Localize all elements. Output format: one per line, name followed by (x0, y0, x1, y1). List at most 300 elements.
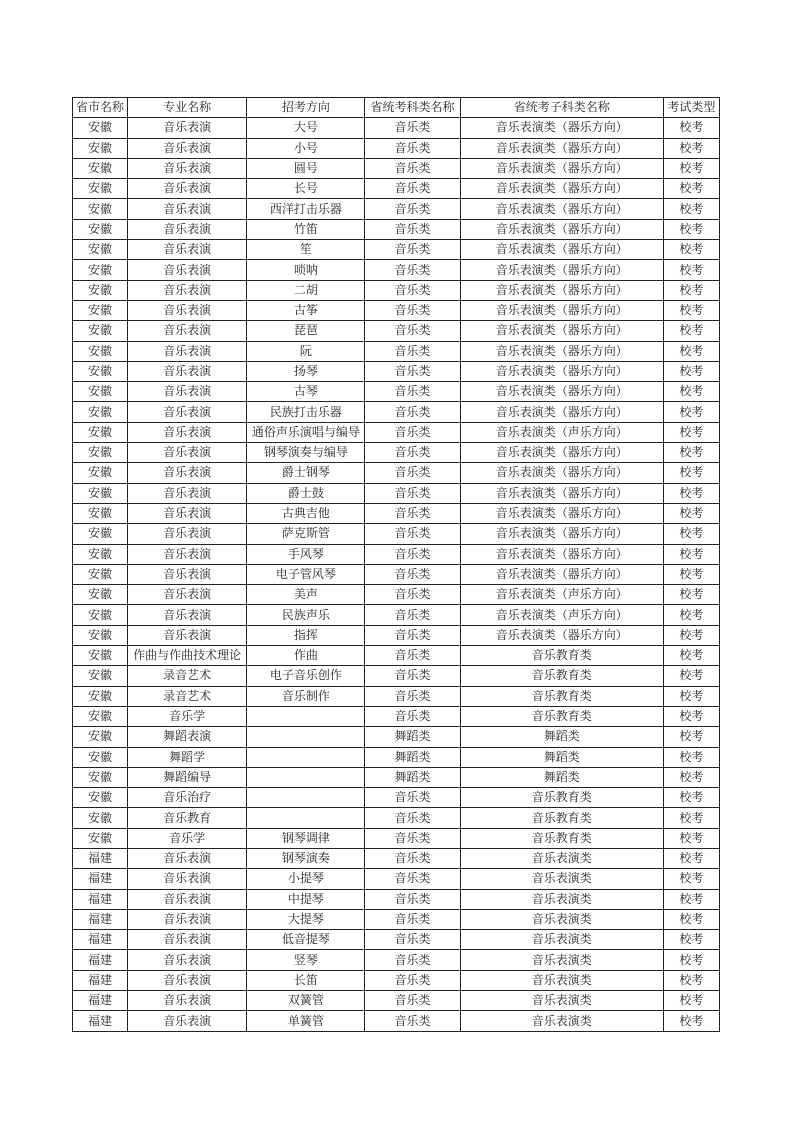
cell-exam-category: 音乐类 (365, 402, 460, 422)
cell-major: 音乐表演 (128, 991, 247, 1011)
cell-direction: 音乐制作 (247, 686, 365, 706)
cell-exam-category: 音乐类 (365, 828, 460, 848)
cell-province: 安徽 (73, 747, 128, 767)
cell-exam-type: 校考 (663, 402, 719, 422)
cell-major: 音乐表演 (128, 625, 247, 645)
cell-exam-subcategory: 音乐表演类 (460, 869, 663, 889)
cell-major: 音乐表演 (128, 300, 247, 320)
cell-exam-subcategory: 音乐表演类 (460, 991, 663, 1011)
cell-exam-type: 校考 (663, 564, 719, 584)
cell-exam-subcategory: 音乐表演类（器乐方向） (460, 382, 663, 402)
cell-direction: 竹笛 (247, 219, 365, 239)
cell-exam-type: 校考 (663, 158, 719, 178)
cell-direction: 古琴 (247, 382, 365, 402)
cell-direction: 竖琴 (247, 950, 365, 970)
cell-province: 安徽 (73, 382, 128, 402)
cell-province: 安徽 (73, 341, 128, 361)
cell-province: 安徽 (73, 666, 128, 686)
header-exam-type: 考试类型 (663, 98, 719, 118)
cell-direction: 大提琴 (247, 909, 365, 929)
cell-exam-category: 音乐类 (365, 280, 460, 300)
cell-direction: 中提琴 (247, 889, 365, 909)
table-row (73, 909, 720, 929)
cell-direction: 大号 (247, 118, 365, 138)
cell-exam-type: 校考 (663, 280, 719, 300)
table-row (73, 950, 720, 970)
cell-exam-subcategory: 音乐表演类（器乐方向） (460, 361, 663, 381)
cell-province: 福建 (73, 950, 128, 970)
cell-direction (247, 767, 365, 787)
cell-major: 音乐表演 (128, 321, 247, 341)
cell-direction: 单簧管 (247, 1011, 365, 1031)
cell-province: 安徽 (73, 300, 128, 320)
cell-exam-type: 校考 (663, 544, 719, 564)
cell-direction: 爵士鼓 (247, 483, 365, 503)
table-row (73, 361, 720, 381)
table-row (73, 828, 720, 848)
cell-exam-type: 校考 (663, 463, 719, 483)
cell-exam-subcategory: 音乐表演类（器乐方向） (460, 625, 663, 645)
cell-exam-type: 校考 (663, 666, 719, 686)
cell-major: 录音艺术 (128, 686, 247, 706)
cell-exam-subcategory: 舞蹈类 (460, 767, 663, 787)
table-row (73, 991, 720, 1011)
cell-direction (247, 706, 365, 726)
cell-major: 音乐表演 (128, 219, 247, 239)
cell-major: 音乐学 (128, 828, 247, 848)
cell-exam-type: 校考 (663, 483, 719, 503)
cell-exam-category: 音乐类 (365, 625, 460, 645)
cell-exam-subcategory: 音乐表演类（器乐方向） (460, 544, 663, 564)
cell-exam-subcategory: 音乐表演类（器乐方向） (460, 199, 663, 219)
cell-major: 音乐表演 (128, 280, 247, 300)
cell-major: 音乐表演 (128, 889, 247, 909)
cell-exam-type: 校考 (663, 625, 719, 645)
cell-direction: 圆号 (247, 158, 365, 178)
cell-exam-type: 校考 (663, 199, 719, 219)
admissions-table-container (72, 97, 720, 1032)
cell-exam-type: 校考 (663, 1011, 719, 1031)
admissions-table (72, 97, 720, 1032)
cell-exam-type: 校考 (663, 788, 719, 808)
table-row (73, 503, 720, 523)
cell-exam-subcategory: 音乐表演类（声乐方向） (460, 585, 663, 605)
cell-major: 音乐表演 (128, 869, 247, 889)
cell-direction: 古典吉他 (247, 503, 365, 523)
cell-exam-type: 校考 (663, 706, 719, 726)
cell-direction: 低音提琴 (247, 930, 365, 950)
table-row (73, 118, 720, 138)
cell-province: 福建 (73, 848, 128, 868)
table-row (73, 280, 720, 300)
cell-exam-type: 校考 (663, 930, 719, 950)
cell-exam-subcategory: 音乐表演类 (460, 950, 663, 970)
cell-major: 舞蹈学 (128, 747, 247, 767)
header-exam-subcategory: 省统考子科类名称 (460, 98, 663, 118)
cell-major: 音乐表演 (128, 1011, 247, 1031)
cell-exam-category: 音乐类 (365, 889, 460, 909)
cell-province: 安徽 (73, 788, 128, 808)
cell-exam-type: 校考 (663, 118, 719, 138)
cell-exam-type: 校考 (663, 138, 719, 158)
cell-exam-type: 校考 (663, 503, 719, 523)
cell-exam-category: 音乐类 (365, 260, 460, 280)
cell-direction: 美声 (247, 585, 365, 605)
cell-exam-type: 校考 (663, 909, 719, 929)
cell-exam-category: 音乐类 (365, 991, 460, 1011)
cell-exam-subcategory: 音乐表演类（器乐方向） (460, 564, 663, 584)
cell-province: 安徽 (73, 280, 128, 300)
cell-exam-category: 音乐类 (365, 869, 460, 889)
cell-major: 音乐表演 (128, 970, 247, 990)
cell-exam-subcategory: 音乐表演类 (460, 889, 663, 909)
table-row (73, 382, 720, 402)
cell-province: 安徽 (73, 361, 128, 381)
cell-exam-category: 音乐类 (365, 300, 460, 320)
cell-exam-category: 音乐类 (365, 503, 460, 523)
cell-province: 福建 (73, 970, 128, 990)
header-major: 专业名称 (128, 98, 247, 118)
cell-direction: 唢呐 (247, 260, 365, 280)
cell-direction: 电子音乐创作 (247, 666, 365, 686)
table-row (73, 564, 720, 584)
cell-exam-type: 校考 (663, 300, 719, 320)
cell-province: 安徽 (73, 138, 128, 158)
cell-direction: 电子管风琴 (247, 564, 365, 584)
cell-exam-subcategory: 音乐表演类（器乐方向） (460, 138, 663, 158)
table-row (73, 930, 720, 950)
cell-province: 安徽 (73, 544, 128, 564)
cell-exam-subcategory: 舞蹈类 (460, 727, 663, 747)
cell-province: 安徽 (73, 564, 128, 584)
table-row (73, 199, 720, 219)
cell-major: 音乐表演 (128, 422, 247, 442)
table-row (73, 321, 720, 341)
cell-province: 安徽 (73, 402, 128, 422)
table-row (73, 341, 720, 361)
cell-direction: 钢琴调律 (247, 828, 365, 848)
cell-province: 福建 (73, 869, 128, 889)
cell-province: 安徽 (73, 727, 128, 747)
cell-exam-type: 校考 (663, 991, 719, 1011)
cell-exam-subcategory: 音乐教育类 (460, 828, 663, 848)
table-row (73, 727, 720, 747)
cell-exam-category: 音乐类 (365, 483, 460, 503)
cell-major: 音乐表演 (128, 158, 247, 178)
cell-province: 安徽 (73, 199, 128, 219)
cell-major: 音乐治疗 (128, 788, 247, 808)
cell-direction: 爵士钢琴 (247, 463, 365, 483)
cell-exam-subcategory: 音乐表演类（器乐方向） (460, 503, 663, 523)
cell-major: 音乐表演 (128, 463, 247, 483)
cell-province: 安徽 (73, 808, 128, 828)
cell-exam-subcategory: 音乐表演类（器乐方向） (460, 341, 663, 361)
cell-major: 音乐表演 (128, 118, 247, 138)
table-row (73, 544, 720, 564)
cell-province: 安徽 (73, 463, 128, 483)
cell-exam-subcategory: 舞蹈类 (460, 747, 663, 767)
table-row (73, 219, 720, 239)
cell-exam-subcategory: 音乐教育类 (460, 666, 663, 686)
cell-major: 音乐表演 (128, 260, 247, 280)
cell-direction: 指挥 (247, 625, 365, 645)
cell-exam-subcategory: 音乐教育类 (460, 808, 663, 828)
cell-direction: 小号 (247, 138, 365, 158)
cell-province: 安徽 (73, 686, 128, 706)
cell-major: 音乐表演 (128, 564, 247, 584)
cell-major: 音乐学 (128, 706, 247, 726)
cell-province: 安徽 (73, 605, 128, 625)
cell-direction: 长笛 (247, 970, 365, 990)
cell-exam-subcategory: 音乐表演类 (460, 1011, 663, 1031)
cell-exam-type: 校考 (663, 828, 719, 848)
cell-exam-type: 校考 (663, 219, 719, 239)
cell-exam-subcategory: 音乐表演类（器乐方向） (460, 483, 663, 503)
cell-exam-category: 音乐类 (365, 970, 460, 990)
table-row (73, 524, 720, 544)
cell-exam-category: 音乐类 (365, 706, 460, 726)
cell-exam-category: 音乐类 (365, 544, 460, 564)
cell-exam-category: 音乐类 (365, 321, 460, 341)
cell-exam-type: 校考 (663, 585, 719, 605)
cell-major: 音乐表演 (128, 382, 247, 402)
table-row (73, 300, 720, 320)
table-row (73, 747, 720, 767)
header-row (73, 98, 720, 118)
cell-province: 安徽 (73, 179, 128, 199)
cell-direction: 古筝 (247, 300, 365, 320)
cell-exam-category: 音乐类 (365, 199, 460, 219)
table-row (73, 808, 720, 828)
cell-province: 福建 (73, 889, 128, 909)
cell-exam-category: 音乐类 (365, 463, 460, 483)
cell-exam-category: 音乐类 (365, 118, 460, 138)
cell-exam-category: 音乐类 (365, 808, 460, 828)
cell-exam-type: 校考 (663, 341, 719, 361)
cell-province: 安徽 (73, 585, 128, 605)
cell-exam-category: 音乐类 (365, 585, 460, 605)
cell-major: 音乐表演 (128, 524, 247, 544)
header-direction: 招考方向 (247, 98, 365, 118)
table-row (73, 422, 720, 442)
cell-exam-category: 舞蹈类 (365, 747, 460, 767)
cell-exam-subcategory: 音乐表演类 (460, 909, 663, 929)
cell-direction (247, 808, 365, 828)
cell-major: 音乐表演 (128, 930, 247, 950)
cell-exam-subcategory: 音乐表演类（器乐方向） (460, 300, 663, 320)
cell-major: 音乐表演 (128, 909, 247, 929)
cell-province: 安徽 (73, 828, 128, 848)
cell-exam-category: 舞蹈类 (365, 727, 460, 747)
cell-exam-type: 校考 (663, 970, 719, 990)
cell-major: 音乐表演 (128, 402, 247, 422)
cell-major: 音乐表演 (128, 443, 247, 463)
cell-exam-subcategory: 音乐表演类（器乐方向） (460, 524, 663, 544)
cell-exam-category: 音乐类 (365, 950, 460, 970)
cell-exam-subcategory: 音乐表演类（器乐方向） (460, 402, 663, 422)
cell-exam-subcategory: 音乐表演类（器乐方向） (460, 321, 663, 341)
table-row (73, 402, 720, 422)
cell-exam-subcategory: 音乐表演类 (460, 970, 663, 990)
table-row (73, 1011, 720, 1031)
cell-direction: 二胡 (247, 280, 365, 300)
cell-province: 安徽 (73, 240, 128, 260)
cell-exam-type: 校考 (663, 524, 719, 544)
cell-major: 录音艺术 (128, 666, 247, 686)
cell-exam-category: 音乐类 (365, 666, 460, 686)
cell-direction (247, 788, 365, 808)
cell-exam-type: 校考 (663, 260, 719, 280)
cell-exam-subcategory: 音乐教育类 (460, 646, 663, 666)
cell-exam-type: 校考 (663, 686, 719, 706)
cell-exam-category: 音乐类 (365, 646, 460, 666)
cell-exam-type: 校考 (663, 848, 719, 868)
cell-major: 音乐表演 (128, 605, 247, 625)
cell-exam-type: 校考 (663, 808, 719, 828)
cell-exam-category: 音乐类 (365, 605, 460, 625)
cell-exam-type: 校考 (663, 361, 719, 381)
cell-exam-category: 音乐类 (365, 788, 460, 808)
cell-province: 安徽 (73, 646, 128, 666)
cell-major: 音乐表演 (128, 848, 247, 868)
cell-exam-category: 音乐类 (365, 158, 460, 178)
table-row (73, 666, 720, 686)
cell-exam-category: 音乐类 (365, 848, 460, 868)
cell-province: 安徽 (73, 524, 128, 544)
cell-exam-category: 音乐类 (365, 361, 460, 381)
cell-exam-subcategory: 音乐教育类 (460, 788, 663, 808)
table-row (73, 625, 720, 645)
cell-province: 安徽 (73, 219, 128, 239)
table-body (73, 118, 720, 1031)
cell-exam-type: 校考 (663, 605, 719, 625)
cell-exam-type: 校考 (663, 179, 719, 199)
cell-exam-category: 音乐类 (365, 179, 460, 199)
cell-direction: 小提琴 (247, 869, 365, 889)
cell-exam-category: 音乐类 (365, 930, 460, 950)
table-row (73, 869, 720, 889)
cell-exam-category: 音乐类 (365, 909, 460, 929)
cell-exam-type: 校考 (663, 443, 719, 463)
cell-exam-subcategory: 音乐表演类（器乐方向） (460, 280, 663, 300)
table-row (73, 240, 720, 260)
cell-exam-subcategory: 音乐表演类（器乐方向） (460, 443, 663, 463)
table-row (73, 889, 720, 909)
cell-exam-category: 音乐类 (365, 240, 460, 260)
header-province: 省市名称 (73, 98, 128, 118)
cell-direction: 长号 (247, 179, 365, 199)
cell-exam-type: 校考 (663, 422, 719, 442)
cell-exam-type: 校考 (663, 646, 719, 666)
cell-province: 安徽 (73, 321, 128, 341)
cell-direction: 阮 (247, 341, 365, 361)
table-row (73, 585, 720, 605)
cell-province: 安徽 (73, 483, 128, 503)
cell-exam-category: 舞蹈类 (365, 767, 460, 787)
cell-exam-category: 音乐类 (365, 443, 460, 463)
cell-exam-subcategory: 音乐表演类（声乐方向） (460, 422, 663, 442)
cell-exam-subcategory: 音乐表演类（器乐方向） (460, 260, 663, 280)
cell-major: 作曲与作曲技术理论 (128, 646, 247, 666)
cell-exam-type: 校考 (663, 382, 719, 402)
table-row (73, 605, 720, 625)
cell-province: 福建 (73, 909, 128, 929)
table-row (73, 179, 720, 199)
cell-major: 音乐表演 (128, 483, 247, 503)
table-row (73, 443, 720, 463)
cell-major: 音乐表演 (128, 240, 247, 260)
cell-major: 音乐表演 (128, 950, 247, 970)
cell-direction: 通俗声乐演唱与编导 (247, 422, 365, 442)
cell-province: 安徽 (73, 443, 128, 463)
cell-exam-subcategory: 音乐教育类 (460, 686, 663, 706)
cell-province: 福建 (73, 991, 128, 1011)
cell-exam-category: 音乐类 (365, 382, 460, 402)
table-row (73, 138, 720, 158)
cell-province: 安徽 (73, 503, 128, 523)
cell-exam-subcategory: 音乐表演类（声乐方向） (460, 605, 663, 625)
cell-province: 安徽 (73, 767, 128, 787)
table-row (73, 788, 720, 808)
cell-province: 安徽 (73, 118, 128, 138)
cell-major: 舞蹈编导 (128, 767, 247, 787)
table-row (73, 463, 720, 483)
cell-major: 音乐教育 (128, 808, 247, 828)
table-row (73, 767, 720, 787)
cell-direction: 西洋打击乐器 (247, 199, 365, 219)
cell-direction: 笙 (247, 240, 365, 260)
cell-province: 安徽 (73, 260, 128, 280)
cell-direction (247, 727, 365, 747)
cell-direction: 民族声乐 (247, 605, 365, 625)
cell-exam-category: 音乐类 (365, 138, 460, 158)
cell-exam-type: 校考 (663, 950, 719, 970)
cell-major: 音乐表演 (128, 544, 247, 564)
cell-exam-type: 校考 (663, 767, 719, 787)
cell-province: 安徽 (73, 625, 128, 645)
cell-major: 音乐表演 (128, 585, 247, 605)
cell-major: 音乐表演 (128, 361, 247, 381)
cell-exam-subcategory: 音乐表演类（器乐方向） (460, 240, 663, 260)
cell-direction: 钢琴演奏与编导 (247, 443, 365, 463)
cell-exam-type: 校考 (663, 321, 719, 341)
cell-major: 音乐表演 (128, 138, 247, 158)
table-row (73, 970, 720, 990)
cell-exam-category: 音乐类 (365, 564, 460, 584)
cell-exam-category: 音乐类 (365, 422, 460, 442)
cell-province: 福建 (73, 930, 128, 950)
cell-exam-type: 校考 (663, 889, 719, 909)
table-row (73, 260, 720, 280)
cell-exam-category: 音乐类 (365, 686, 460, 706)
cell-direction: 民族打击乐器 (247, 402, 365, 422)
table-row (73, 706, 720, 726)
cell-exam-subcategory: 音乐表演类 (460, 930, 663, 950)
cell-exam-subcategory: 音乐表演类（器乐方向） (460, 219, 663, 239)
cell-direction: 手风琴 (247, 544, 365, 564)
cell-province: 安徽 (73, 706, 128, 726)
cell-direction: 双簧管 (247, 991, 365, 1011)
cell-exam-type: 校考 (663, 727, 719, 747)
cell-direction: 作曲 (247, 646, 365, 666)
cell-province: 安徽 (73, 158, 128, 178)
table-row (73, 158, 720, 178)
cell-major: 舞蹈表演 (128, 727, 247, 747)
cell-major: 音乐表演 (128, 503, 247, 523)
cell-direction: 钢琴演奏 (247, 848, 365, 868)
cell-exam-subcategory: 音乐表演类（器乐方向） (460, 463, 663, 483)
cell-exam-type: 校考 (663, 240, 719, 260)
